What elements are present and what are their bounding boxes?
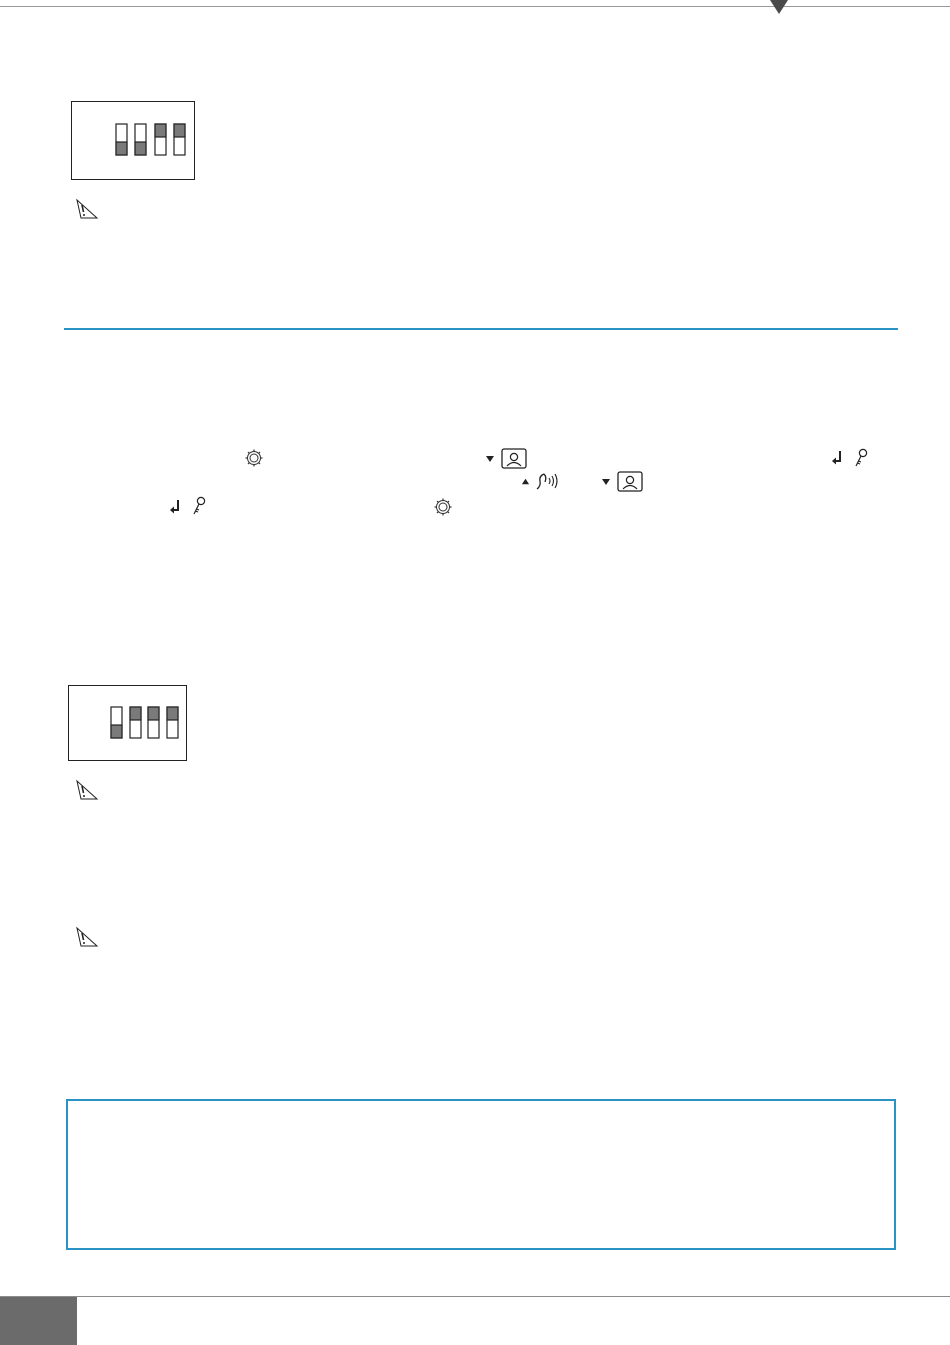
enter-icon — [830, 449, 844, 467]
dip-switch-1-graphic — [72, 102, 194, 179]
footer-rule — [0, 1296, 950, 1297]
monitor-icon — [617, 471, 643, 493]
arrow-down-icon — [601, 477, 611, 487]
dip-switch-2-graphic — [69, 686, 186, 760]
dip-switch-2-toggle-3 — [148, 707, 159, 738]
dip-switch-2-toggle-2 — [130, 707, 141, 738]
dip-switch-1-toggle-2 — [135, 124, 146, 155]
settings-gear-icon — [433, 497, 453, 517]
key-icon — [853, 448, 869, 468]
monitor-icon — [501, 448, 527, 470]
warning-triangle-icon — [75, 779, 99, 801]
dip-switch-figure-1 — [71, 101, 195, 180]
dip-switch-1-toggle-1 — [116, 124, 127, 155]
warning-triangle-icon — [75, 198, 99, 220]
header-rule — [0, 6, 950, 7]
dip-switch-1-toggle-3 — [155, 124, 166, 155]
dip-switch-2-toggle-4 — [167, 707, 178, 738]
ring-icon — [535, 472, 561, 492]
note-box — [66, 1099, 896, 1250]
warning-triangle-icon — [75, 926, 99, 948]
key-icon — [191, 496, 207, 516]
settings-gear-icon — [244, 448, 264, 468]
dip-switch-1-toggle-4 — [174, 124, 185, 155]
enter-icon — [168, 498, 182, 516]
page-number-block — [0, 1297, 77, 1345]
arrow-down-icon — [485, 454, 495, 464]
dip-switch-figure-2 — [68, 685, 187, 761]
section-separator — [64, 328, 898, 330]
triangle-marker-icon — [770, 0, 788, 14]
arrow-up-icon — [521, 477, 530, 486]
dip-switch-2-toggle-1 — [111, 707, 122, 738]
